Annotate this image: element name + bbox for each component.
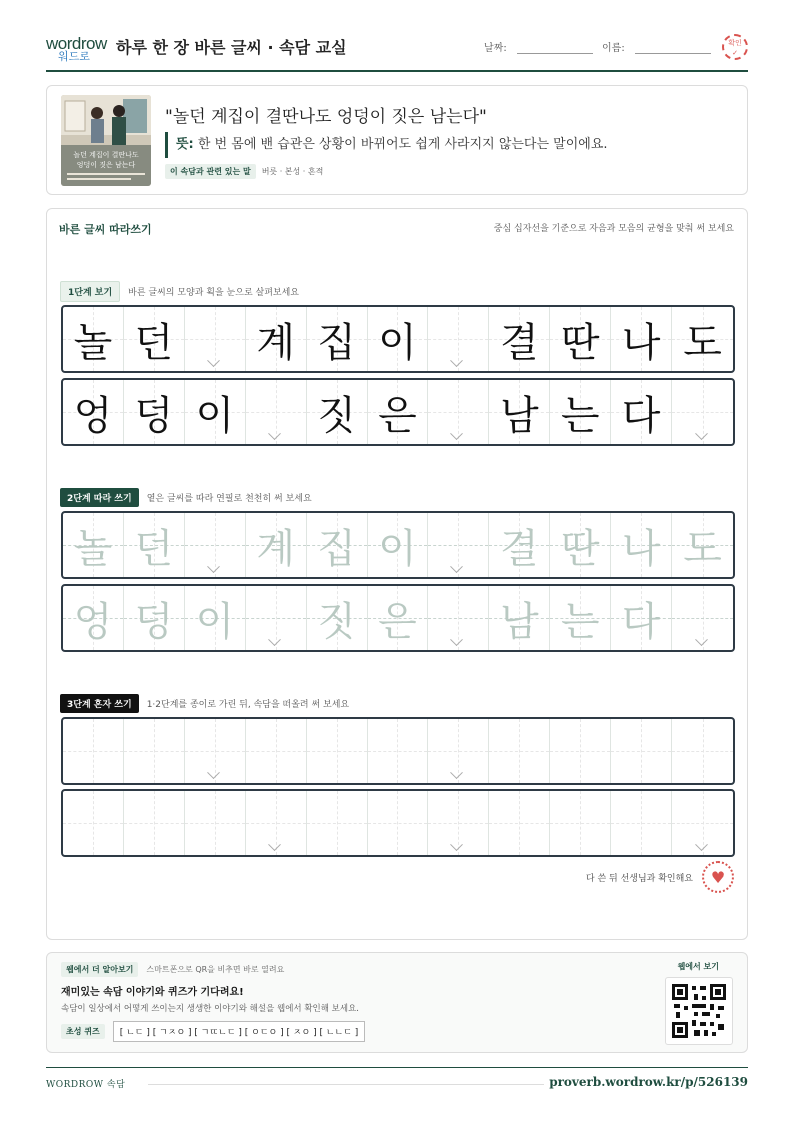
step3-row1[interactable] (61, 717, 735, 785)
grid-cell[interactable] (428, 513, 489, 577)
step1-row2 (61, 378, 735, 446)
name-field[interactable] (602, 39, 711, 54)
name-label: 이름: (602, 43, 625, 54)
page-title: 하루 한 장 바른 글씨 · 속담 교실 (116, 38, 347, 57)
grid-cell (672, 307, 733, 371)
grid-cell[interactable] (672, 513, 733, 577)
grid-cell[interactable] (63, 513, 124, 577)
quiz-label: 초성 퀴즈 (61, 1024, 105, 1039)
grid-cell (185, 380, 246, 444)
grid-character: 도 (683, 525, 722, 572)
step2-row1[interactable] (61, 511, 735, 579)
grid-cell (124, 307, 185, 371)
wordrow-logo (46, 34, 107, 63)
logo-text: wordrow (46, 34, 107, 53)
grid-cell[interactable] (368, 513, 429, 577)
page-footer (46, 1067, 748, 1097)
footer-url[interactable]: proverb.wordrow.kr/p/526139 (549, 1075, 748, 1089)
grid-character: 던 (134, 319, 174, 366)
related-words (165, 164, 323, 179)
grid-character: 결 (499, 319, 539, 366)
step1-badge: 1단계 보기 (60, 281, 120, 302)
grid-character: 집 (317, 525, 356, 572)
grid-character: 이 (378, 319, 417, 366)
grid-cell[interactable] (611, 586, 672, 650)
grid-cell[interactable] (124, 719, 185, 783)
grid-cell[interactable] (63, 719, 124, 783)
qr-label: 웹에서 보기 (677, 962, 719, 971)
grid-cell[interactable] (428, 586, 489, 650)
grid-cell[interactable] (672, 719, 733, 783)
space-mark-icon (209, 771, 221, 779)
web-desc: 속담이 일상에서 어떻게 쓰이는지 생생한 이야기와 해설을 웹에서 확인해 보세요. (61, 1004, 359, 1014)
grid-cell (368, 307, 429, 371)
grid-cell[interactable] (63, 586, 124, 650)
grid-cell[interactable] (307, 791, 368, 855)
space-mark-icon (697, 432, 709, 440)
grid-cell[interactable] (185, 586, 246, 650)
practice-panel (46, 208, 748, 940)
space-mark-icon (697, 843, 709, 851)
grid-character: 나 (621, 319, 661, 366)
grid-character: 이 (195, 392, 235, 439)
web-more-box (46, 952, 748, 1053)
proverb-illustration (61, 95, 151, 186)
grid-character: 던 (134, 525, 174, 572)
web-title: 재미있는 속담 이야기와 퀴즈가 기다려요! (61, 987, 244, 998)
grid-character: 다 (621, 392, 661, 439)
step3-badge: 3단계 혼자 쓰기 (60, 694, 139, 713)
grid-cell (611, 380, 672, 444)
grid-cell (124, 380, 185, 444)
svg-text:엉덩이 짓은 남는다: 엉덩이 짓은 남는다 (76, 161, 136, 169)
grid-character: 남 (499, 392, 539, 439)
space-mark-icon (270, 843, 282, 851)
grid-cell[interactable] (246, 791, 307, 855)
grid-character: 이 (195, 598, 235, 645)
web-badge-note: 스마트폰으로 QR을 비추면 바로 열려요 (146, 965, 285, 974)
step1-row1 (61, 305, 735, 373)
logo-subtext: 워드로 (58, 51, 90, 63)
initial-quiz (61, 1021, 365, 1042)
grid-character: 은 (378, 598, 417, 645)
grid-cell[interactable] (550, 791, 611, 855)
grid-character: 덩 (134, 598, 174, 645)
grid-cell[interactable] (672, 586, 733, 650)
grid-cell[interactable] (246, 513, 307, 577)
grid-character: 은 (378, 392, 417, 439)
grid-cell (63, 307, 124, 371)
grid-cell (672, 380, 733, 444)
grid-character: 남 (499, 598, 539, 645)
grid-cell[interactable] (246, 586, 307, 650)
space-mark-icon (452, 638, 464, 646)
grid-cell (428, 307, 489, 371)
grid-character: 결 (499, 525, 539, 572)
grid-character: 짓 (317, 392, 356, 439)
grid-cell (63, 380, 124, 444)
grid-cell[interactable] (124, 791, 185, 855)
grid-cell[interactable] (550, 586, 611, 650)
date-field[interactable] (484, 39, 593, 54)
grid-character: 덩 (134, 392, 174, 439)
related-list: 버릇 · 본성 · 흔적 (261, 167, 324, 176)
grid-cell[interactable] (185, 719, 246, 783)
grid-cell (550, 307, 611, 371)
grid-cell (489, 307, 550, 371)
grid-character: 짓 (317, 598, 356, 645)
grid-character: 엉 (73, 392, 113, 439)
page-header (46, 30, 748, 72)
grid-character: 집 (317, 319, 356, 366)
step2-desc: 옅은 글씨를 따라 연필로 천천히 써 보세요 (146, 494, 312, 504)
svg-text:놀던 계집이 결딴나도: 놀던 계집이 결딴나도 (73, 151, 139, 159)
step3-desc: 1·2단계를 종이로 가린 뒤, 속담을 떠올려 써 보세요 (146, 700, 350, 710)
step3-row2[interactable] (61, 789, 735, 857)
proverb-text: "놀던 계집이 결딴나도 엉덩이 짓은 남는다" (165, 107, 487, 127)
space-mark-icon (270, 432, 282, 440)
grid-character: 다 (621, 598, 661, 645)
quiz-answer-box: [ ㄴㄷ ] [ ㄱㅈㅇ ] [ ㄱㄸㄴㄷ ] [ ㅇㄷㅇ ] [ ㅈㅇ ] [ ㄴㄴㄷ ] (113, 1021, 366, 1042)
grid-cell[interactable] (611, 513, 672, 577)
grid-cell[interactable] (185, 513, 246, 577)
grid-cell (428, 380, 489, 444)
space-mark-icon (209, 565, 221, 573)
grid-character: 계 (256, 319, 295, 366)
space-mark-icon (270, 638, 282, 646)
grid-cell[interactable] (428, 719, 489, 783)
grid-character: 도 (683, 319, 722, 366)
date-label: 날짜: (484, 43, 507, 54)
space-mark-icon (452, 771, 464, 779)
footer-brand: WORDROW 속담 (46, 1080, 126, 1090)
grid-cell (307, 380, 368, 444)
grid-cell (307, 307, 368, 371)
grid-cell[interactable] (185, 791, 246, 855)
grid-cell[interactable] (307, 513, 368, 577)
grid-character: 엉 (73, 598, 113, 645)
grid-cell[interactable] (124, 513, 185, 577)
step1-header (60, 281, 299, 302)
grid-cell (611, 307, 672, 371)
grid-character: 놀 (73, 319, 113, 366)
step2-badge: 2단계 따라 쓰기 (60, 488, 139, 507)
space-mark-icon (452, 843, 464, 851)
teacher-check-note: 다 쓴 뒤 선생님과 확인해요 (585, 874, 693, 884)
grid-cell (550, 380, 611, 444)
step2-header (60, 488, 312, 507)
heart-stamp-icon: ♥ (702, 861, 734, 893)
grid-cell[interactable] (611, 791, 672, 855)
grid-cell (246, 380, 307, 444)
grid-cell (185, 307, 246, 371)
grid-character: 딴 (560, 319, 600, 366)
grid-cell[interactable] (611, 719, 672, 783)
grid-character: 나 (621, 525, 661, 572)
space-mark-icon (452, 359, 464, 367)
grid-cell[interactable] (489, 513, 550, 577)
proverb-meaning (165, 132, 608, 158)
step2-row2[interactable] (61, 584, 735, 652)
practice-hint: 중심 십자선을 기준으로 자음과 모음의 균형을 맞춰 써 보세요 (493, 224, 734, 234)
grid-cell (489, 380, 550, 444)
meaning-text: 한 번 몸에 밴 습관은 상황이 바뀌어도 쉽게 사라지지 않는다는 말이에요. (197, 137, 608, 152)
grid-cell[interactable] (428, 791, 489, 855)
step3-header (60, 694, 349, 713)
grid-cell (246, 307, 307, 371)
grid-character: 놀 (73, 525, 113, 572)
grid-character: 는 (560, 392, 600, 439)
related-label: 이 속담과 관련 있는 말 (165, 164, 256, 179)
grid-cell[interactable] (307, 586, 368, 650)
web-badge: 웹에서 더 알아보기 (61, 962, 138, 977)
grid-cell[interactable] (307, 719, 368, 783)
step1-desc: 바른 글씨의 모양과 획을 눈으로 살펴보세요 (128, 288, 299, 298)
grid-cell[interactable] (489, 791, 550, 855)
space-mark-icon (452, 432, 464, 440)
space-mark-icon (209, 359, 221, 367)
grid-cell[interactable] (550, 513, 611, 577)
grid-cell[interactable] (550, 719, 611, 783)
space-mark-icon (452, 565, 464, 573)
grid-character: 딴 (560, 525, 600, 572)
grid-cell (368, 380, 429, 444)
grid-cell[interactable] (246, 719, 307, 783)
grid-character: 는 (560, 598, 600, 645)
name-line (635, 42, 711, 54)
grid-cell[interactable] (124, 586, 185, 650)
grid-cell[interactable] (368, 586, 429, 650)
grid-cell[interactable] (63, 791, 124, 855)
date-line (517, 42, 593, 54)
grid-cell[interactable] (489, 586, 550, 650)
grid-cell[interactable] (368, 719, 429, 783)
check-stamp-icon: 확인 ✓ (722, 34, 748, 60)
meaning-label: 뜻: (176, 137, 194, 152)
qr-code-icon[interactable] (665, 977, 733, 1045)
grid-cell[interactable] (489, 719, 550, 783)
grid-cell[interactable] (368, 791, 429, 855)
web-badge-row (61, 962, 284, 977)
proverb-card (46, 85, 748, 195)
practice-title: 바른 글씨 따라쓰기 (59, 223, 152, 236)
grid-character: 계 (256, 525, 295, 572)
footer-divider (148, 1084, 544, 1085)
space-mark-icon (697, 638, 709, 646)
grid-cell[interactable] (672, 791, 733, 855)
grid-character: 이 (378, 525, 417, 572)
